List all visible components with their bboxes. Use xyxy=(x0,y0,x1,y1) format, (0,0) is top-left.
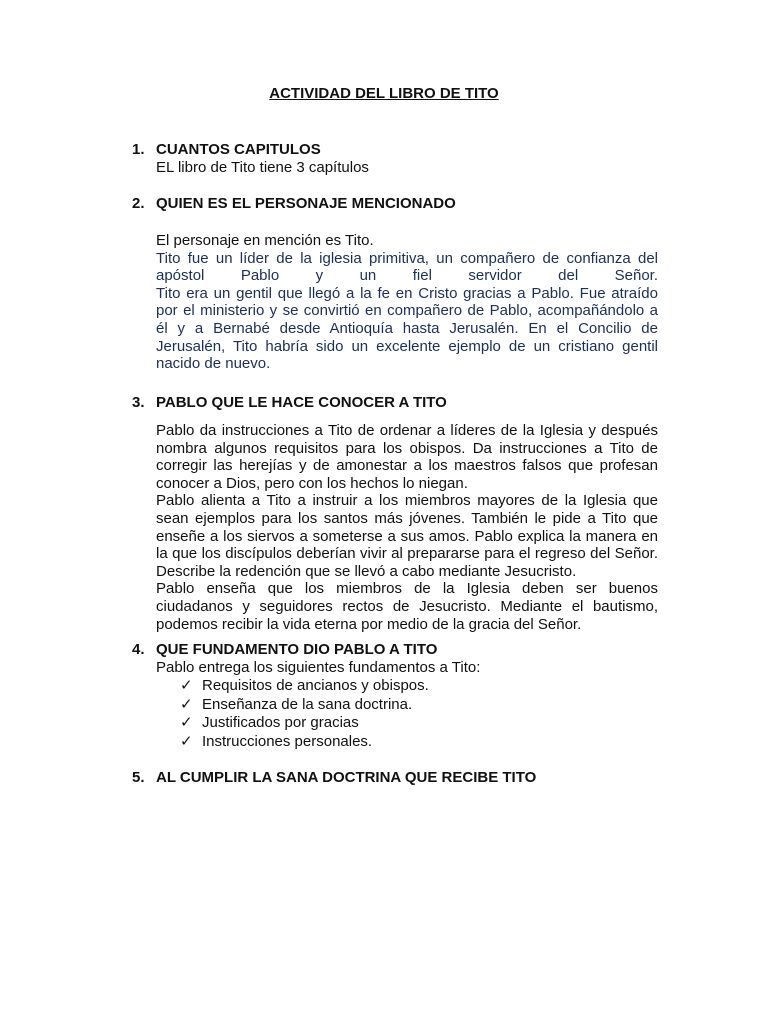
section-3-body xyxy=(156,422,658,633)
section-3-paragraph: Pablo enseña que los miembros de la Iglesia deben ser buenos ciudadanos y seguidores rectos de Jesucristo. Mediante el bautismo, podemos recibir la vida eterna por medio de la gracia del Señor. xyxy=(156,580,658,633)
section-1-title: CUANTOS CAPITULOS xyxy=(156,141,321,158)
check-icon: ✓ xyxy=(180,695,193,713)
section-2-paragraph: El personaje en mención es Tito. xyxy=(156,232,374,249)
section-2-paragraph: Tito era un gentil que llegó a la fe en Cristo gracias a Pablo. Fue atraído por el ministerio y se convirtió en compañero de Pablo, acompañándolo a él y a Bernabé desde Antioquía hasta Jerusalén. En el Concilio de Jerusalén, Tito habría sido un excelente ejemplo de un cristiano gentil nacido de nuevo. xyxy=(156,284,658,373)
section-3-title: PABLO QUE LE HACE CONOCER A TITO xyxy=(156,394,447,411)
section-2-body xyxy=(156,232,658,373)
section-4-heading xyxy=(132,641,437,659)
section-4-body xyxy=(156,659,658,677)
section-3-paragraph: Pablo da instrucciones a Tito de ordenar a líderes de la Iglesia y después nombra algunos requisitos para los obispos. Da instrucciones a Tito de corregir las herejías y de amonestar a los maestros falsos que profesan conocer a Dios, pero con los hechos lo niegan. xyxy=(156,422,658,492)
check-icon: ✓ xyxy=(180,714,193,731)
section-2-number: 2. xyxy=(132,195,145,212)
list-item xyxy=(180,696,429,715)
section-5-number: 5. xyxy=(132,769,145,786)
section-2-heading xyxy=(132,195,456,213)
section-4-number: 4. xyxy=(132,641,145,658)
list-item-text: Justificados por gracias xyxy=(202,714,359,731)
list-item xyxy=(180,733,429,752)
section-3-paragraph: Pablo alienta a Tito a instruir a los miembros mayores de la Iglesia que sean ejemplos para los santos más jóvenes. También le pide a Tito que enseñe a los siervos a someterse a sus amos. Pablo explica la manera en la que los discípulos deberían vivir al prepararse para el regreso del Señor. Describe la redención que se llevó a cabo mediante Jesucristo. xyxy=(156,492,658,580)
list-item-text: Requisitos de ancianos y obispos. xyxy=(202,677,429,694)
document-title: ACTIVIDAD DEL LIBRO DE TITO xyxy=(269,85,499,102)
section-2-paragraph: Tito fue un líder de la iglesia primitiva, un compañero de confianza del apóstol Pablo y un fiel servidor del Señor. xyxy=(156,249,658,285)
section-3-number: 3. xyxy=(132,394,145,411)
check-icon: ✓ xyxy=(180,732,193,750)
list-item xyxy=(180,714,429,733)
fundamentos-list xyxy=(180,677,429,751)
section-4-title: QUE FUNDAMENTO DIO PABLO A TITO xyxy=(156,641,438,658)
section-1-paragraph: EL libro de Tito tiene 3 capítulos xyxy=(156,159,369,176)
section-1-heading xyxy=(132,141,321,159)
list-item-text: Instrucciones personales. xyxy=(202,732,373,750)
list-item xyxy=(180,677,429,696)
list-item-text: Enseñanza de la sana doctrina. xyxy=(202,695,413,713)
section-2-title: QUIEN ES EL PERSONAJE MENCIONADO xyxy=(156,195,456,212)
section-5-title: AL CUMPLIR LA SANA DOCTRINA QUE RECIBE TITO xyxy=(156,769,537,786)
section-1-body xyxy=(156,159,658,177)
section-4-paragraph: Pablo entrega los siguientes fundamentos a Tito: xyxy=(156,659,481,676)
section-5-heading xyxy=(132,769,536,787)
check-icon: ✓ xyxy=(180,677,193,694)
section-1-number: 1. xyxy=(132,141,145,158)
section-3-heading xyxy=(132,394,447,412)
